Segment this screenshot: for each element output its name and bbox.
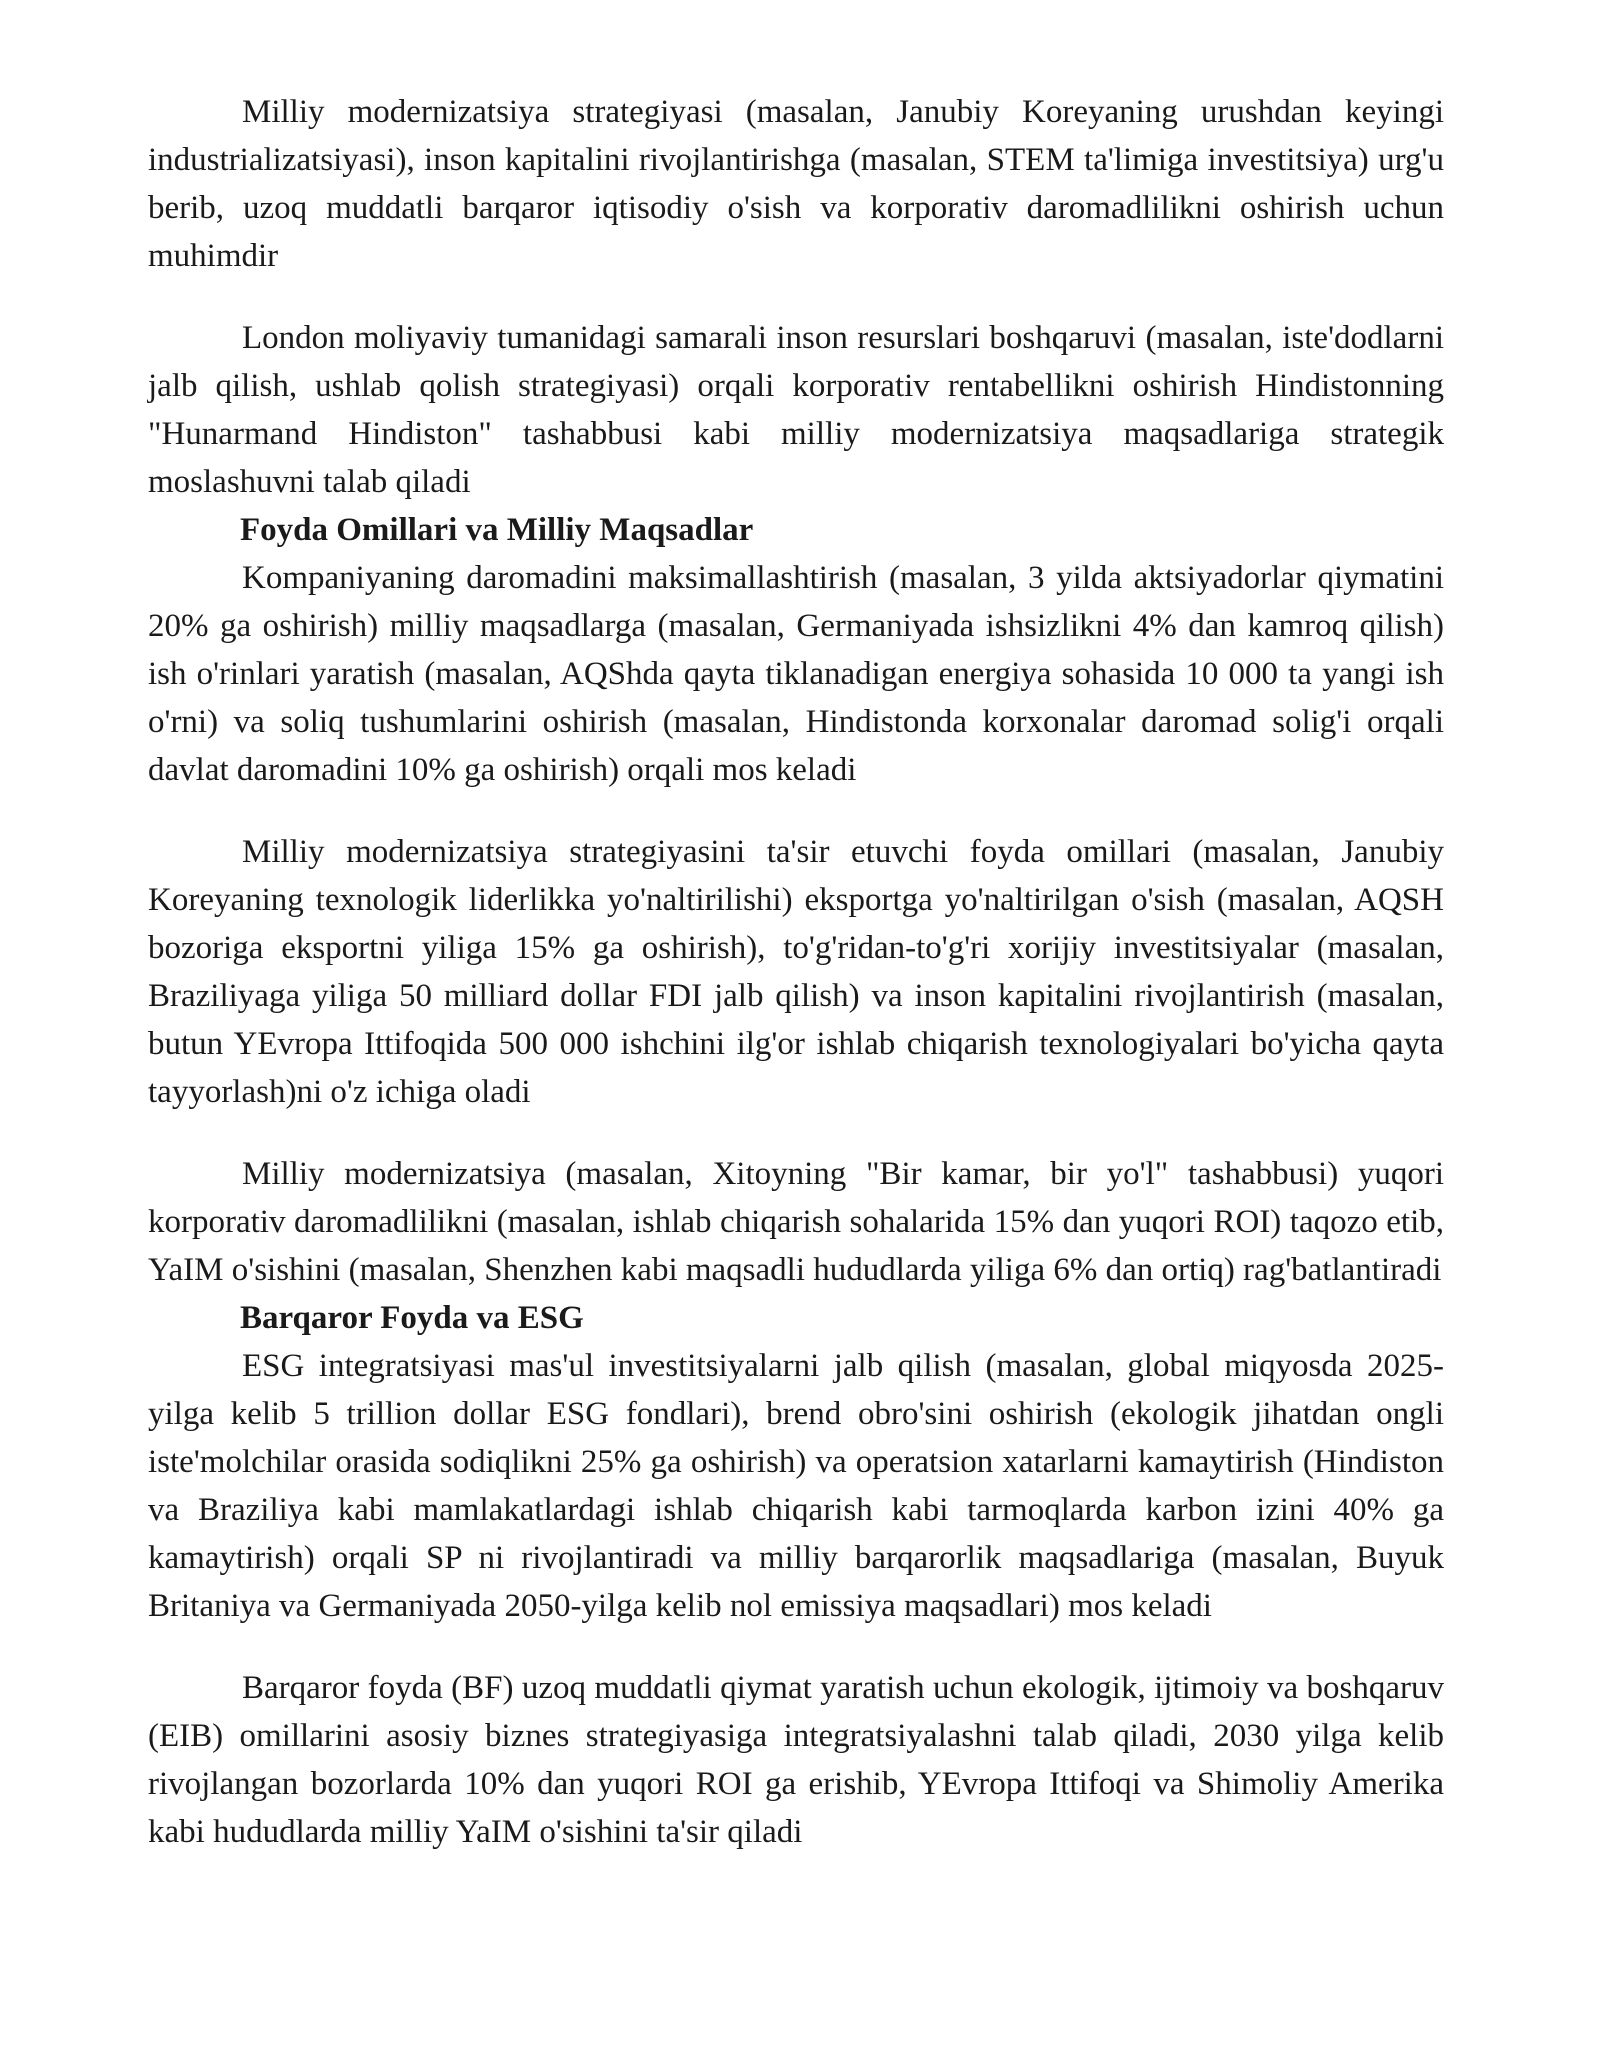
section-heading: Foyda Omillari va Milliy Maqsadlar — [240, 512, 754, 548]
document-page — [148, 88, 1444, 1856]
paragraph: London moliyaviy tumanidagi samarali inson resurslari boshqaruvi (masalan, iste'dodlarni jalb qilish, ushlab qolish strategiyasi) orqali korporativ rentabellikni oshirish Hindistonning "Hunarmand Hindiston" tashabbusi kabi milliy modernizatsiya maqsadlariga strategik moslashuvni talab qiladi — [148, 320, 1444, 500]
paragraph: Milliy modernizatsiya strategiyasini ta'sir etuvchi foyda omillari (masalan, Janubiy Koreyaning texnologik liderlikka yo'naltirilishi) eksportga yo'naltirilgan o'sish (masalan, AQSH bozoriga eksportni yiliga 15% ga oshirish), to'g'ridan-to'g'ri xorijiy investitsiyalar (masalan, Braziliyaga yiliga 50 milliard dollar FDI jalb qilish) va inson kapitalini rivojlantirish (masalan, butun YEvropa Ittifoqida 500 000 ishchini ilg'or ishlab chiqarish texnologiyalari bo'yicha qayta tayyorlash)ni o'z ichiga oladi — [148, 834, 1444, 1110]
paragraph: Barqaror foyda (BF) uzoq muddatli qiymat yaratish uchun ekologik, ijtimoiy va boshqaruv (EIB) omillarini asosiy biznes strategiyasiga integratsiyalashni talab qiladi, 2030 yilga kelib rivojlangan bozorlarda 10% dan yuqori ROI ga erishib, YEvropa Ittifoqi va Shimoliy Amerika kabi hududlarda milliy YaIM o'sishini ta'sir qiladi — [148, 1670, 1444, 1850]
paragraph: Milliy modernizatsiya strategiyasi (masalan, Janubiy Koreyaning urushdan keyingi industrializatsiyasi), inson kapitalini rivojlantirishga (masalan, STEM ta'limiga investitsiya) urg'u berib, uzoq muddatli barqaror iqtisodiy o'sish va korporativ daromadlilikni oshirish uchun muhimdir — [148, 94, 1444, 274]
section-heading: Barqaror Foyda va ESG — [240, 1300, 584, 1336]
paragraph: Milliy modernizatsiya (masalan, Xitoyning "Bir kamar, bir yo'l" tashabbusi) yuqori korporativ daromadlilikni (masalan, ishlab chiqarish sohalarida 15% dan yuqori ROI) taqozo etib, YaIM o'sishini (masalan, Shenzhen kabi maqsadli hududlarda yiliga 6% dan ortiq) rag'batlantiradi — [148, 1156, 1444, 1288]
paragraph: ESG integratsiyasi mas'ul investitsiyalarni jalb qilish (masalan, global miqyosda 2025-yilga kelib 5 trillion dollar ESG fondlari), brend obro'sini oshirish (ekologik jihatdan ongli iste'molchilar orasida sodiqlikni 25% ga oshirish) va operatsion xatarlarni kamaytirish (Hindiston va Braziliya kabi mamlakatlardagi ishlab chiqarish kabi tarmoqlarda karbon izini 40% ga kamaytirish) orqali SP ni rivojlantiradi va milliy barqarorlik maqsadlariga (masalan, Buyuk Britaniya va Germaniyada 2050-yilga kelib nol emissiya maqsadlari) mos keladi — [148, 1348, 1444, 1624]
paragraph: Kompaniyaning daromadini maksimallashtirish (masalan, 3 yilda aktsiyadorlar qiymatini 20% ga oshirish) milliy maqsadlarga (masalan, Germaniyada ishsizlikni 4% dan kamroq qilish) ish o'rinlari yaratish (masalan, AQShda qayta tiklanadigan energiya sohasida 10 000 ta yangi ish o'rni) va soliq tushumlarini oshirish (masalan, Hindistonda korxonalar daromad solig'i orqali davlat daromadini 10% ga oshirish) orqali mos keladi — [148, 560, 1444, 788]
